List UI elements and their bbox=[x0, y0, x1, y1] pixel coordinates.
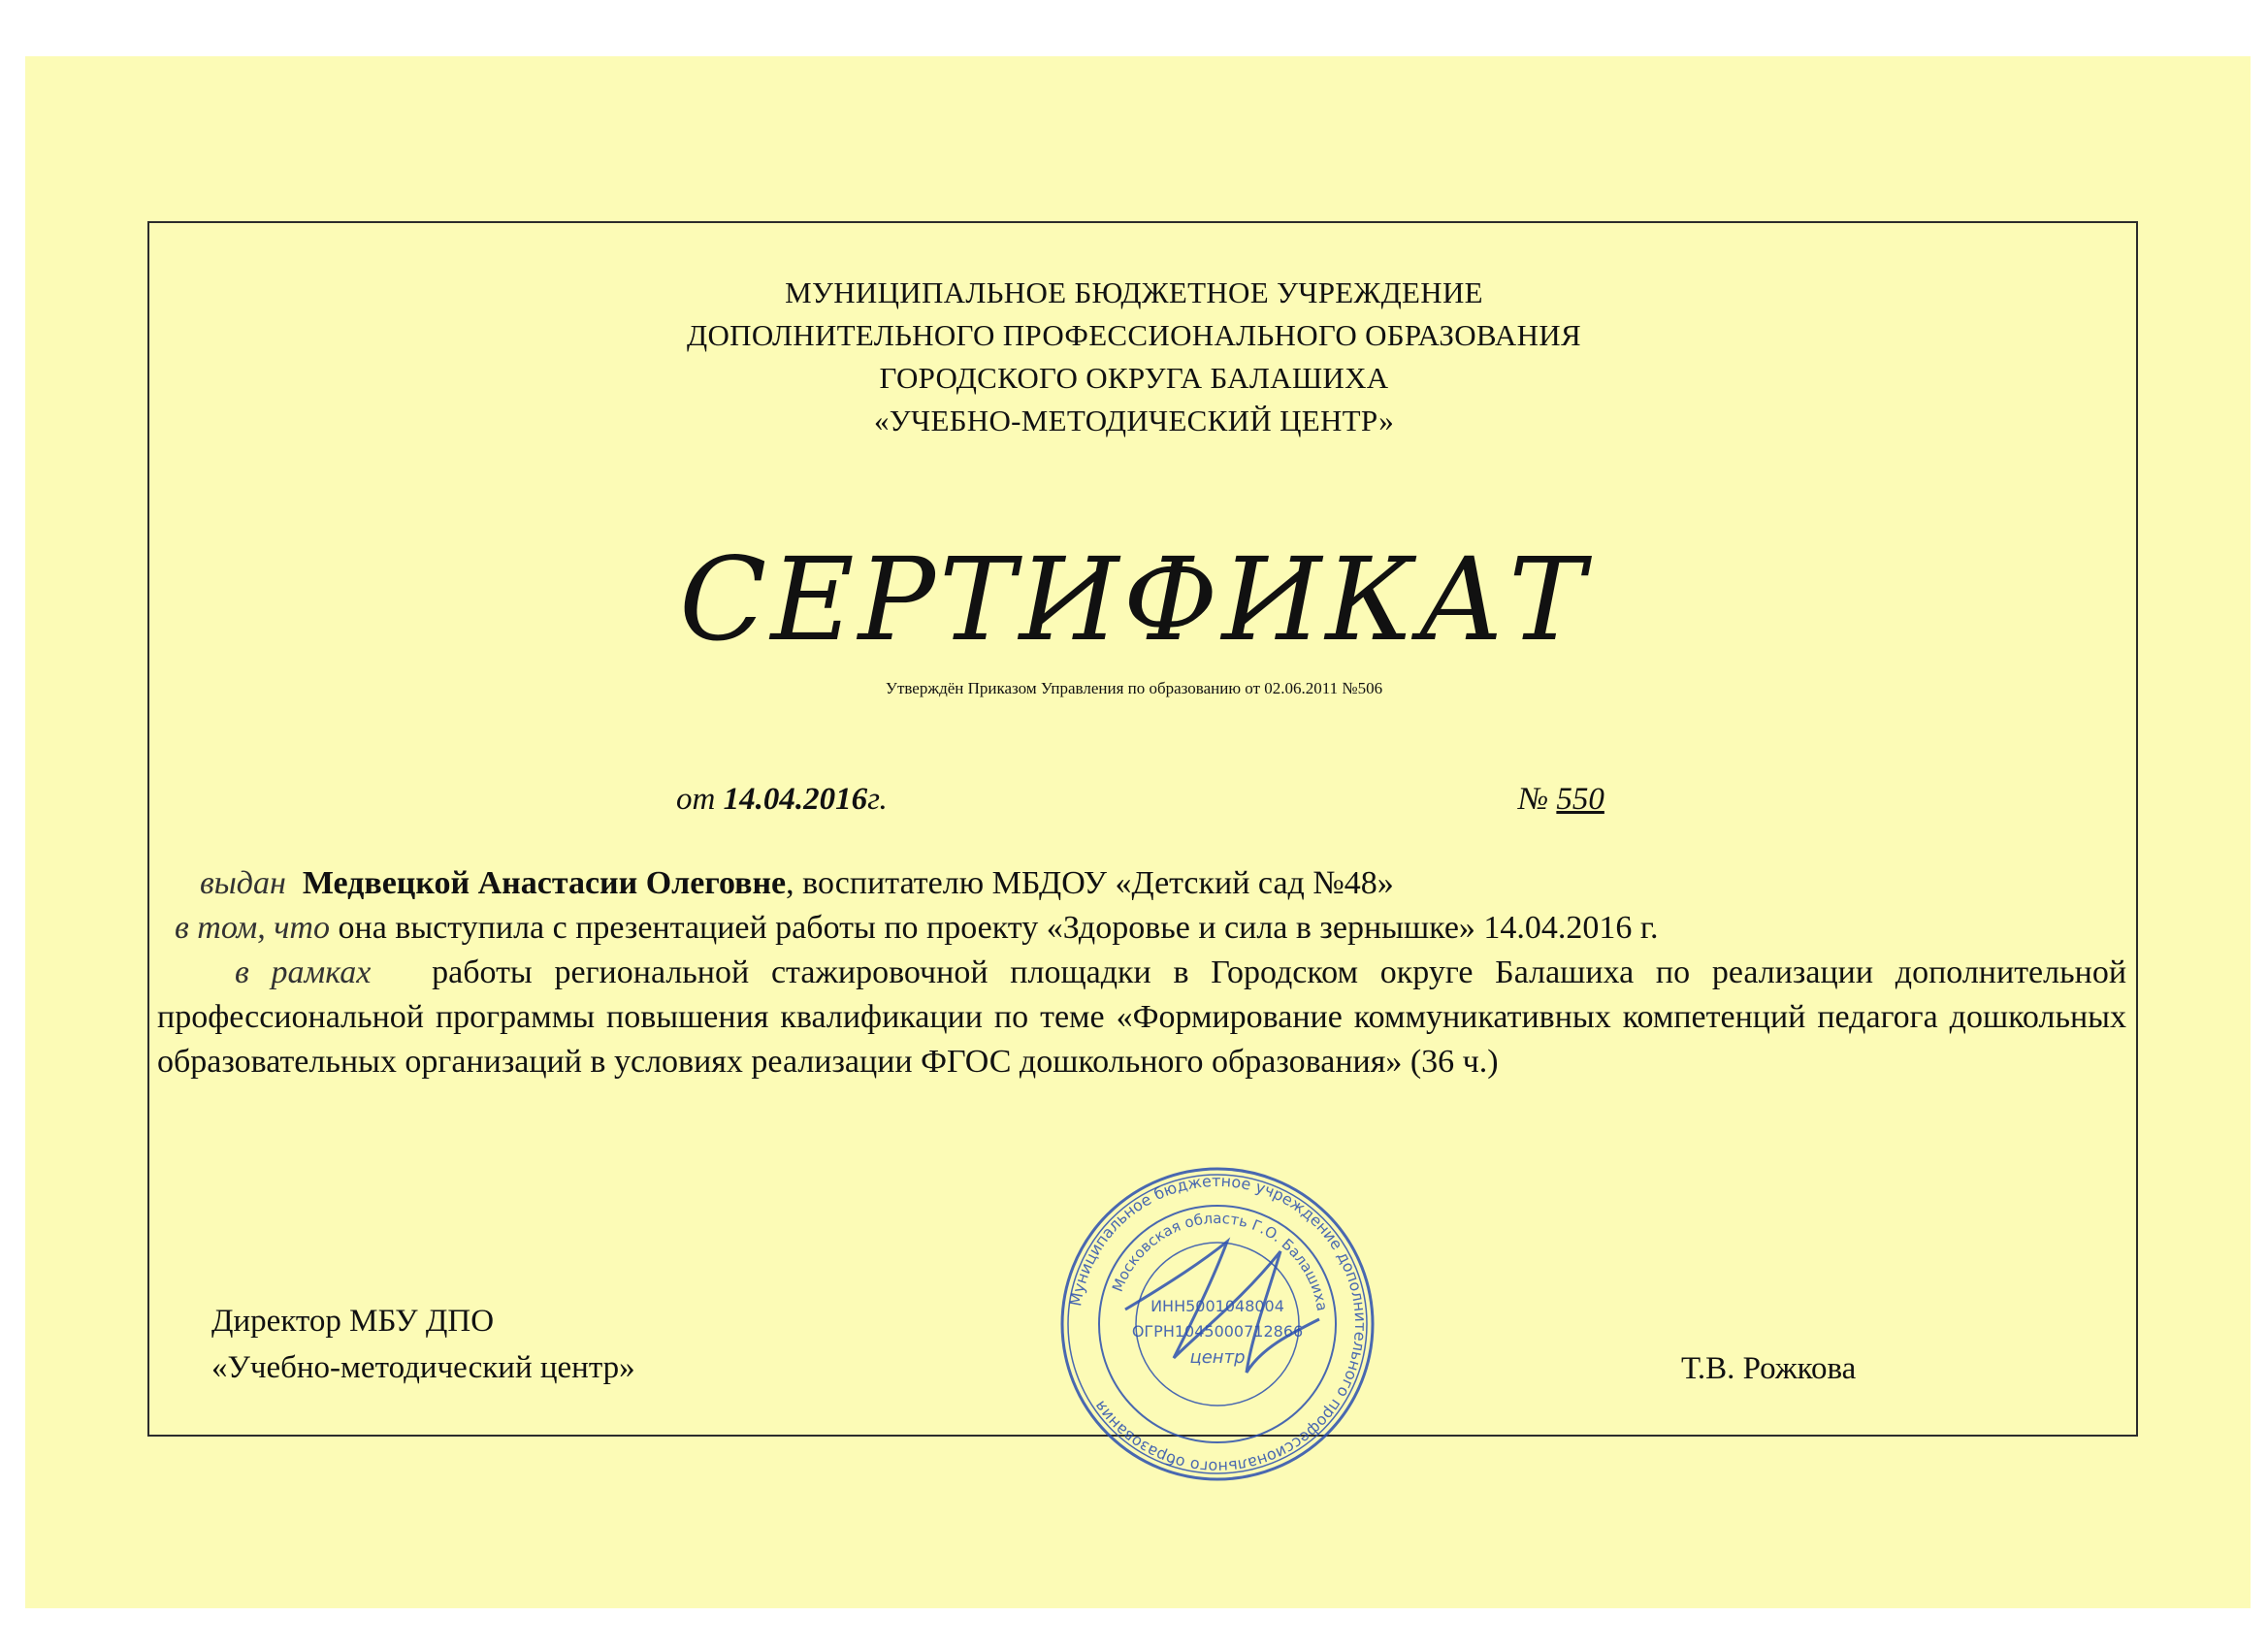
that-text: она выступила с презентацией работы по проекту «Здоровье и сила в зернышке» 14.04.2016 г. bbox=[338, 910, 1659, 946]
certificate-number bbox=[1518, 782, 1604, 818]
that-paragraph bbox=[157, 906, 2126, 951]
issued-paragraph bbox=[157, 861, 2126, 906]
number-value: 550 bbox=[1556, 782, 1604, 817]
signer-name: Т.В. Рожкова bbox=[1681, 1351, 1857, 1386]
certificate-body bbox=[157, 861, 2126, 1084]
within-lead: в рамках bbox=[235, 954, 372, 990]
issue-date bbox=[676, 782, 888, 818]
date-suffix: г. bbox=[867, 782, 888, 817]
date-prefix: от bbox=[676, 782, 716, 817]
director-position-line-2: «Учебно-методический центр» bbox=[211, 1350, 635, 1385]
within-text: работы региональной стажировочной площадки в Городском округе Балашиха по реализации дополнительной профессиональной программы повышения квалификации по теме «Формирование коммуникативных компетенций педагога дошкольных образовательных организаций в условиях реализации ФГОС дошкольного образования» (36 ч.) bbox=[157, 954, 2127, 1080]
issued-lead: выдан bbox=[200, 865, 286, 901]
recipient-name: Медвецкой Анастасии Олеговне bbox=[302, 865, 787, 901]
seal-ogrn: ОГРН1045000712866 bbox=[1131, 1322, 1304, 1341]
date-value: 14.04.2016 bbox=[723, 782, 868, 817]
organization-line-4: «УЧЕБНО-МЕТОДИЧЕСКИЙ ЦЕНТР» bbox=[873, 404, 1395, 437]
organization-header bbox=[0, 272, 2268, 442]
within-paragraph bbox=[157, 951, 2126, 1084]
seal-center-text: центр bbox=[1189, 1347, 1246, 1368]
director-position-line-1: Директор МБУ ДПО bbox=[211, 1304, 495, 1339]
seal-outer-text: Муниципальное бюджетное учреждение дополнительного профессионального образования bbox=[1066, 1171, 1371, 1477]
official-seal-icon bbox=[1057, 1164, 1377, 1484]
number-prefix: № bbox=[1518, 782, 1549, 817]
organization-line-2: ДОПОЛНИТЕЛЬНОГО ПРОФЕССИОНАЛЬНОГО ОБРАЗОВАНИЯ bbox=[687, 318, 1581, 352]
that-lead: в том, что bbox=[175, 910, 330, 946]
organization-line-3: ГОРОДСКОГО ОКРУГА БАЛАШИХА bbox=[879, 361, 1389, 395]
seal-inner-text: Московская область Г.О. Балашиха bbox=[1108, 1209, 1332, 1312]
seal-inn: ИНН5001048004 bbox=[1150, 1297, 1284, 1315]
director-position bbox=[211, 1298, 635, 1391]
organization-line-1: МУНИЦИПАЛЬНОЕ БЮДЖЕТНОЕ УЧРЕЖДЕНИЕ bbox=[785, 275, 1483, 309]
certificate-title: СЕРТИФИКАТ bbox=[679, 533, 1589, 666]
approval-note: Утверждён Приказом Управления по образованию от 02.06.2011 №506 bbox=[885, 679, 1383, 697]
recipient-position: , воспитателю МБДОУ «Детский сад №48» bbox=[786, 865, 1394, 901]
